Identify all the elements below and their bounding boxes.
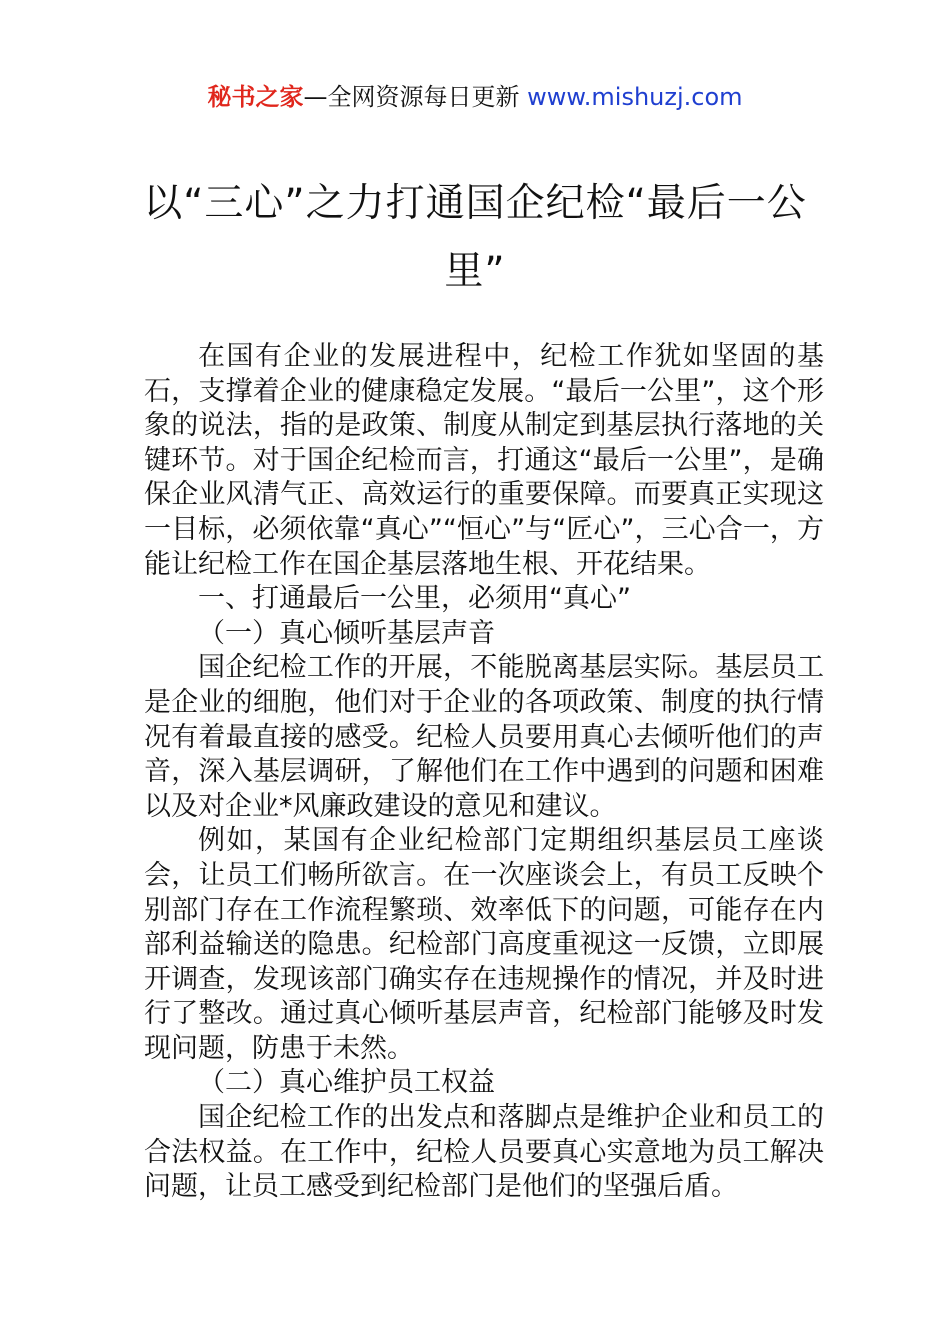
paragraph-rights: 国企纪检工作的出发点和落脚点是维护企业和员工的合法权益。在工作中，纪检人员要真心实意地为员工解决问题，让员工感受到纪检部门是他们的坚强后盾。 <box>144 1102 824 1203</box>
paragraph-example: 例如，某国有企业纪检部门定期组织基层员工座谈会，让员工们畅所欲言。在一次座谈会上，有员工反映个别部门存在工作流程繁琐、效率低下的问题，可能存在内部利益输送的隐患。纪检部门高度重视这一反馈，立即展开调查，发现该部门确实存在违规操作的情况，并及时进行了整改。通过真心倾听基层声音，纪检部门能够及时发现问题，防患于未然。 <box>144 825 824 1064</box>
site-url-link[interactable]: www.mishuzj.com <box>527 83 743 111</box>
header-tagline: —全网资源每日更新 <box>303 83 528 111</box>
document-body <box>144 340 824 1205</box>
paragraph-listen: 国企纪检工作的开展，不能脱离基层实际。基层员工是企业的细胞，他们对于企业的各项政策、制度的执行情况有着最直接的感受。纪检人员要用真心去倾听他们的声音，深入基层调研，了解他们在工作中遇到的问题和困难以及对企业*风廉政建设的意见和建议。 <box>144 652 824 822</box>
paragraph-intro: 在国有企业的发展进程中，纪检工作犹如坚固的基石，支撑着企业的健康稳定发展。“最后一公里”，这个形象的说法，指的是政策、制度从制定到基层执行落地的关键环节。对于国企纪检而言，打通这“最后一公里”，是确保企业风清气正、高效运行的重要保障。而要真正实现这一目标，必须依靠“真心”“恒心”与“匠心”，三心合一，方能让纪检工作在国企基层落地生根、开花结果。 <box>144 341 824 580</box>
subsection-heading-1: （一）真心倾听基层声音 <box>198 617 495 649</box>
brand-name: 秘书之家 <box>207 83 304 111</box>
subsection-heading-2: （二）真心维护员工权益 <box>198 1067 495 1099</box>
site-header <box>0 80 950 114</box>
section-heading-1: 一、打通最后一公里，必须用“真心” <box>198 583 631 615</box>
document-title: 以“三心”之力打通国企纪检“最后一公里” <box>143 181 807 294</box>
